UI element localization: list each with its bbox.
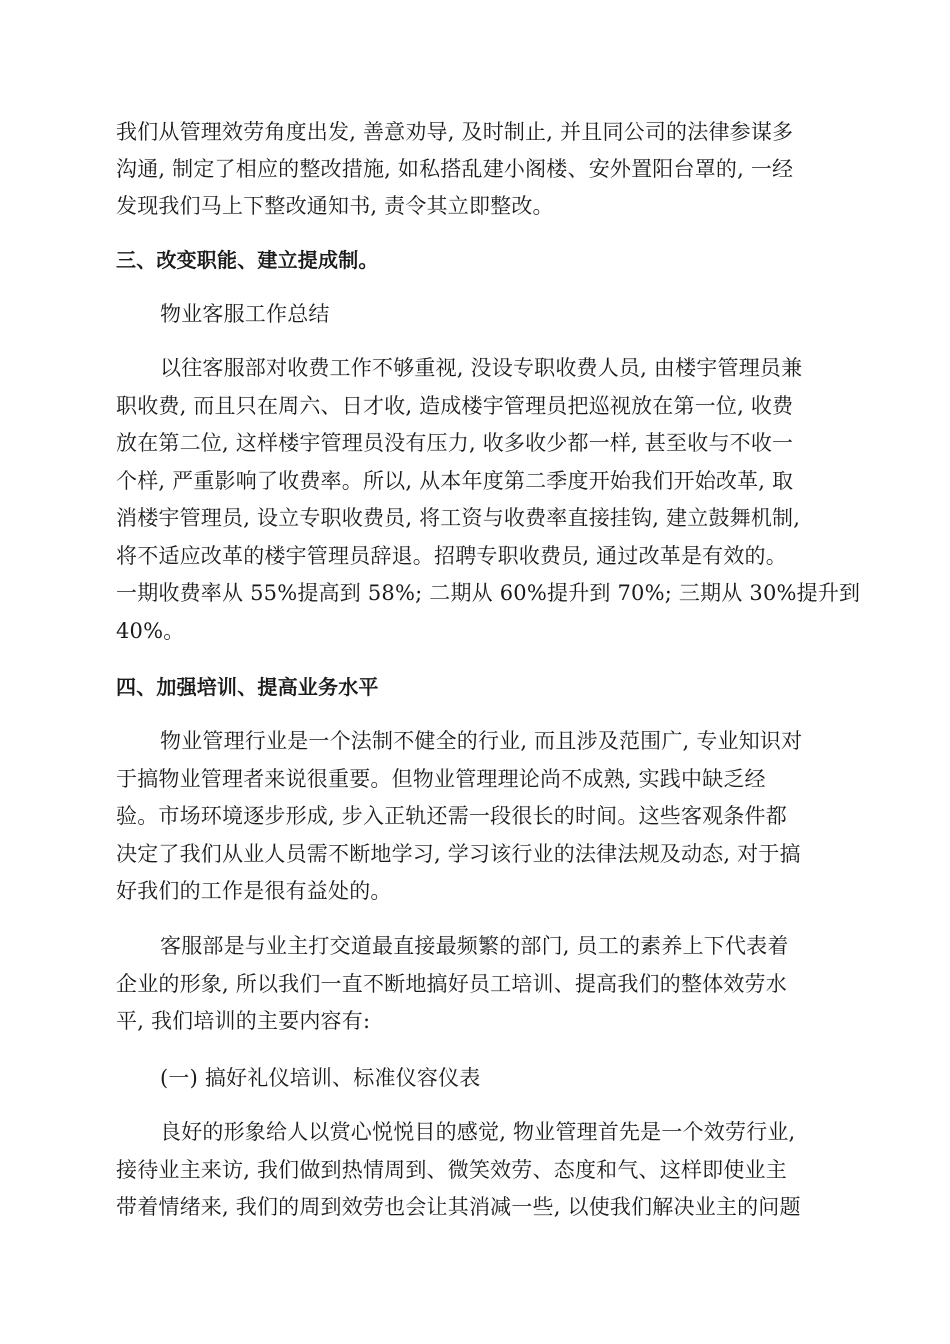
- paragraph-line: 于搞物业管理者来说很重要。但物业管理理论尚不成熟, 实践中缺乏经: [116, 767, 766, 791]
- paragraph-line: 放在第二位, 这样楼宇管理员没有压力, 收多收少都一样, 甚至收与不收一: [116, 431, 794, 455]
- section-heading: 四、加强培训、提高业务水平: [116, 675, 379, 699]
- paragraph-line: 平, 我们培训的主要内容有:: [116, 1009, 371, 1033]
- section-subtitle: 物业客服工作总结: [160, 302, 330, 326]
- paragraph-line: 发现我们马上下整改通知书, 责令其立即整改。: [116, 194, 554, 218]
- paragraph-line: 沟通, 制定了相应的整改措施, 如私搭乱建小阁楼、安外置阳台罩的, 一经: [116, 157, 794, 181]
- paragraph-line: 验。市场环境逐步形成, 步入正轨还需一段很长的时间。这些客观条件都: [116, 804, 787, 828]
- paragraph-line: 一期收费率从 55%提高到 58%; 二期从 60%提升到 70%; 三期从 30%提升到: [116, 581, 861, 605]
- paragraph-line: 良好的形象给人以赏心悦悦目的感觉, 物业管理首先是一个效劳行业,: [160, 1120, 796, 1144]
- paragraph-line: 个样, 严重影响了收费率。所以, 从本年度第二季度开始我们开始改革, 取: [116, 469, 794, 493]
- paragraph-line: 接待业主来访, 我们做到热情周到、微笑效劳、态度和气、这样即使业主: [116, 1158, 787, 1182]
- paragraph-line: 消楼宇管理员, 设立专职收费员, 将工资与收费率直接挂钩, 建立鼓舞机制,: [116, 506, 801, 530]
- paragraph-line: 决定了我们从业人员需不断地学习, 学习该行业的法律法规及动态, 对于搞: [116, 842, 801, 866]
- paragraph-line: 我们从管理效劳角度出发, 善意劝导, 及时制止, 并且同公司的法律参谋多: [116, 120, 794, 144]
- subsection-heading: (一) 搞好礼仪培训、标准仪容仪表: [160, 1066, 481, 1090]
- paragraph-line: 带着情绪来, 我们的周到效劳也会让其消减一些, 以使我们解决业主的问题: [116, 1195, 801, 1219]
- paragraph-line: 40%。: [116, 619, 185, 643]
- section-heading: 三、改变职能、建立提成制。: [116, 248, 379, 272]
- paragraph-line: 企业的形象, 所以我们一直不断地搞好员工培训、提高我们的整体效劳水: [116, 972, 787, 996]
- paragraph-line: 客服部是与业主打交道最直接最频繁的部门, 员工的素养上下代表着: [160, 934, 789, 958]
- paragraph-line: 将不适应改革的楼宇管理员辞退。招聘专职收费员, 通过改革是有效的。: [116, 544, 787, 568]
- paragraph-line: 好我们的工作是很有益处的。: [116, 879, 392, 903]
- paragraph-line: 职收费, 而且只在周六、日才收, 造成楼宇管理员把巡视放在第一位, 收费: [116, 394, 794, 418]
- paragraph-line: 以往客服部对收费工作不够重视, 没设专职收费人员, 由楼宇管理员兼: [160, 356, 803, 380]
- paragraph-line: 物业管理行业是一个法制不健全的行业, 而且涉及范围广, 专业知识对: [160, 729, 803, 753]
